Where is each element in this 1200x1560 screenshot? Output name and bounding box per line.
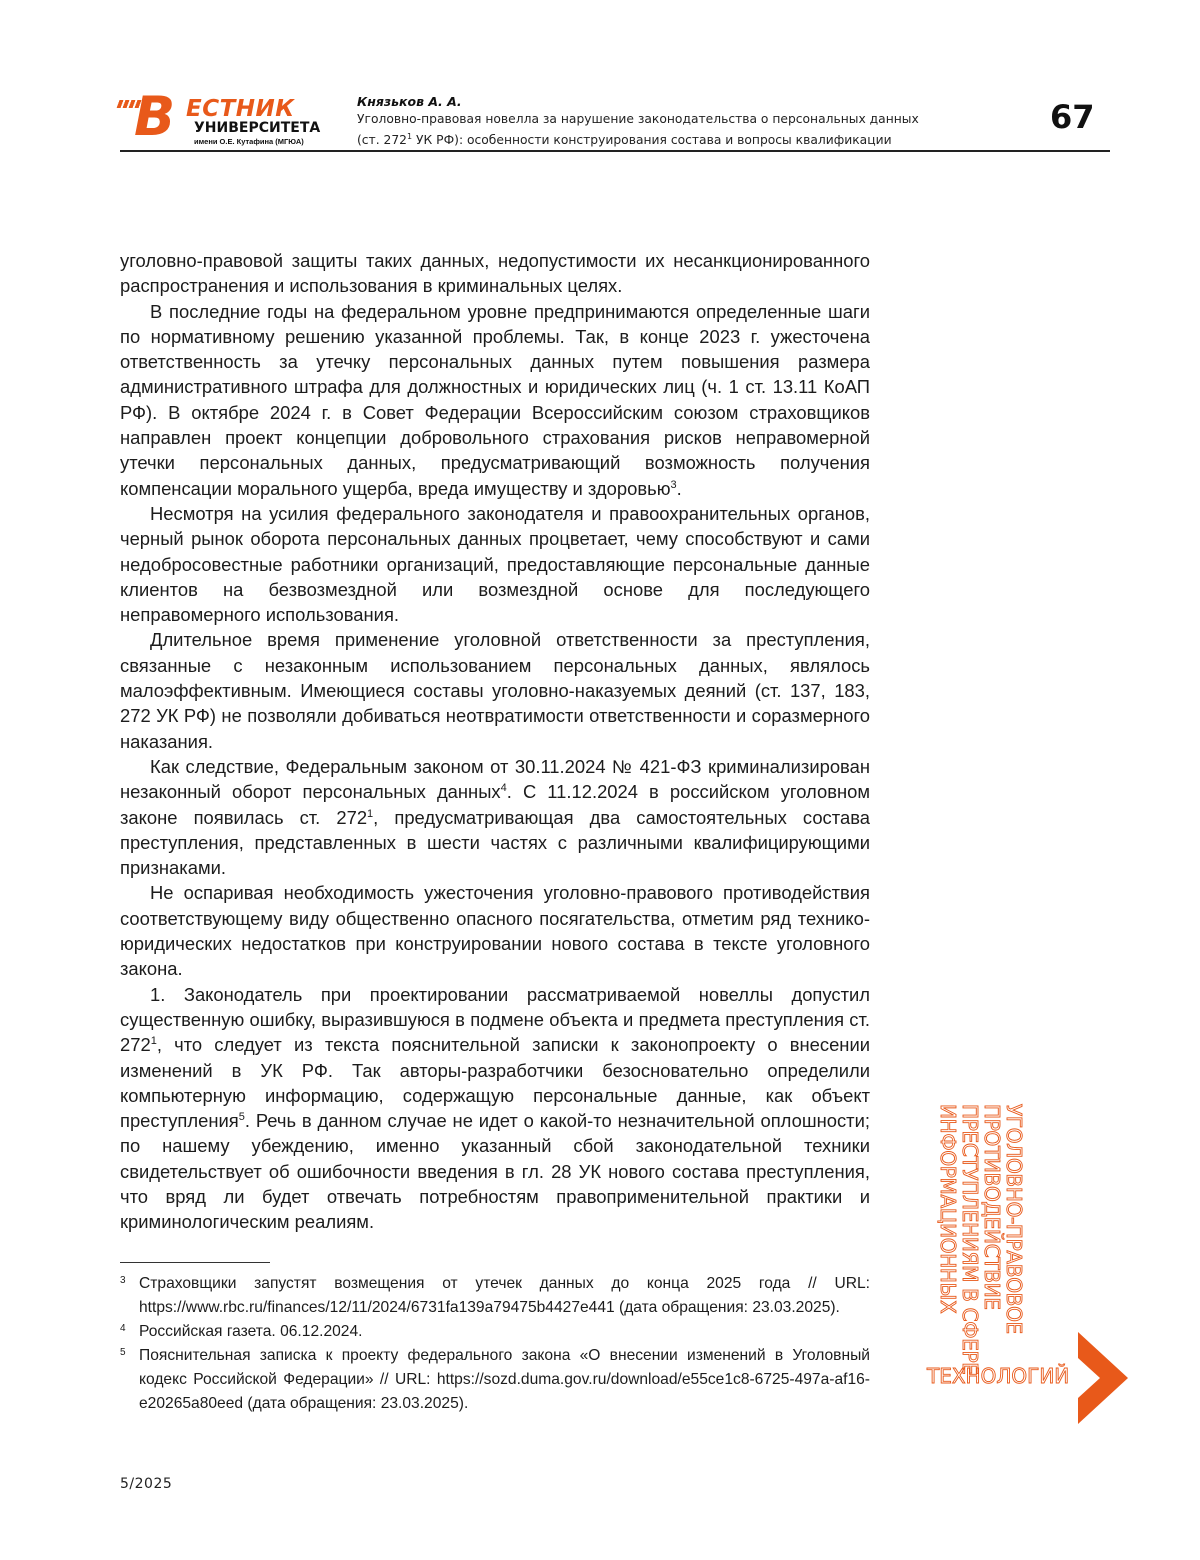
footnote-divider: [120, 1262, 270, 1263]
rubric-line: ТЕХНОЛОГИЙ: [927, 1364, 1069, 1388]
footnote-number: 3: [120, 1272, 126, 1290]
footnote: [120, 1272, 870, 1320]
rubric-arrow-icon: [1076, 1332, 1130, 1424]
logo-letter: В: [134, 90, 175, 144]
footnote-ref[interactable]: 3: [671, 479, 677, 491]
journal-logo: [118, 94, 323, 152]
header-divider: [120, 150, 1110, 152]
running-head-title: [357, 110, 1057, 149]
running-head-title-line1: Уголовно-правовая новелла за нарушение законодательства о персональных данных: [357, 110, 1057, 128]
paragraph: Не оспаривая необходимость ужесточения уголовно-правового противодействия соответствующему виду общественно опасного посягательства, отметим ряд технико-юридических недостатков при конструировании нового состава в тексте уголовного закона.: [120, 880, 870, 981]
page-number: 67: [1050, 98, 1095, 136]
footnote-text: Пояснительная записка к проекту федерального закона «О внесении изменений в Уголовный кодекс Российской Федерации» // URL: https://sozd.duma.gov.ru/download/e55ce1c8-6725-497a-af16-e20265a80eed (дата обращения: 23.03.2025).: [139, 1347, 870, 1412]
footnote-ref[interactable]: 4: [501, 782, 507, 794]
paragraph: Как следствие, Федеральным законом от 30.11.2024 № 421-ФЗ криминализирован незаконный оборот персональных данных4. С 11.12.2024 в российском уголовном законе появилась ст. 2721, предусматривающая два самостоятельных состава преступления, представленных в шести частях с различными квалифицирующими признаками.: [120, 754, 870, 880]
footnote: [120, 1344, 870, 1416]
logo-word-name: имени О.Е. Кутафина (МГЮА): [194, 137, 304, 146]
paragraph: уголовно-правовой защиты таких данных, недопустимости их несанкционированного распространения и использования в криминальных целях.: [120, 248, 870, 299]
footnote-text: Российская газета. 06.12.2024.: [139, 1323, 362, 1340]
footnote-number: 4: [120, 1320, 126, 1338]
paragraph: В последние годы на федеральном уровне предпринимаются определенные шаги по нормативному решению указанной проблемы. Так, в конце 2023 г. ужесточена ответственность за утечку персональных данных путем повышения размера административного штрафа для должностных и юридических лиц (ч. 1 ст. 13.11 КоАП РФ). В октябре 2024 г. в Совет Федерации Всероссийским союзом страховщиков направлен проект концепции добровольного страхования рисков неправомерной утечки персональных данных, предусматривающий возможность получения компенсации морального ущерба, вреда имуществу и здоровью3.: [120, 299, 870, 501]
footnote: [120, 1320, 870, 1344]
paragraph: Длительное время применение уголовной ответственности за преступления, связанные с незаконным использованием персональных данных, являлось малоэффективным. Имеющиеся составы уголовно-наказуемых деяний (ст. 137, 183, 272 УК РФ) не позволяли добиваться неотвратимости ответственности и соразмерного наказания.: [120, 627, 870, 753]
footnote-ref[interactable]: 5: [239, 1111, 245, 1123]
footnote-text: Страховщики запустят возмещения от утечек данных до конца 2025 года // URL: https://www.rbc.ru/finances/12/11/2024/6731fa139a79475b4427e441 (дата обращения: 23.03.2025).: [139, 1275, 870, 1316]
issue-number: 5/2025: [120, 1476, 172, 1492]
paragraph: 1. Законодатель при проектировании рассматриваемой новеллы допустил существенную ошибку, выразившуюся в подмене объекта и предмета преступления ст. 2721, что следует из текста пояснительной записки к законопроекту о внесении изменений в УК РФ. Так авторы-разработчики безосновательно определили компьютерную информацию, содержащую персональные данные, как объект преступления5. Речь в данном случае не идет о какой-то незначительной оплошности; по нашему убеждению, именно указанный сбой законодательной техники свидетельствует об ошибочности введения в гл. 28 УК нового состава преступления, что вряд ли будет отвечать потребностям правоприменительной практики и криминологическим реалиям.: [120, 982, 870, 1235]
article-body: [120, 248, 870, 1235]
logo-word-university: УНИВЕРСИТЕТА: [194, 121, 320, 135]
running-head-author: Князьков А. А.: [357, 94, 462, 109]
paragraph: Несмотря на усилия федерального законодателя и правоохранительных органов, черный рынок оборота персональных данных процветает, чему способствуют и сами недобросовестные работники организаций, предоставляющие персональные данные клиентов на безвозмездной или возмездной основе для последующего неправомерного использования.: [120, 501, 870, 627]
footnote-number: 5: [120, 1344, 126, 1362]
logo-word-vestnik: ЕСТНИК: [186, 98, 295, 121]
footnotes: [120, 1272, 870, 1416]
running-head-title-line2: (ст. 2721 УК РФ): особенности конструирования состава и вопросы квалификации: [357, 128, 1057, 149]
section-rubric: УГОЛОВНО-ПРАВОВОЕ ПРОТИВОДЕЙСТВИЕ ПРЕСТУПЛЕНИЯМ В СФЕРЕ ИНФОРМАЦИОННЫХ: [920, 1104, 1030, 1394]
